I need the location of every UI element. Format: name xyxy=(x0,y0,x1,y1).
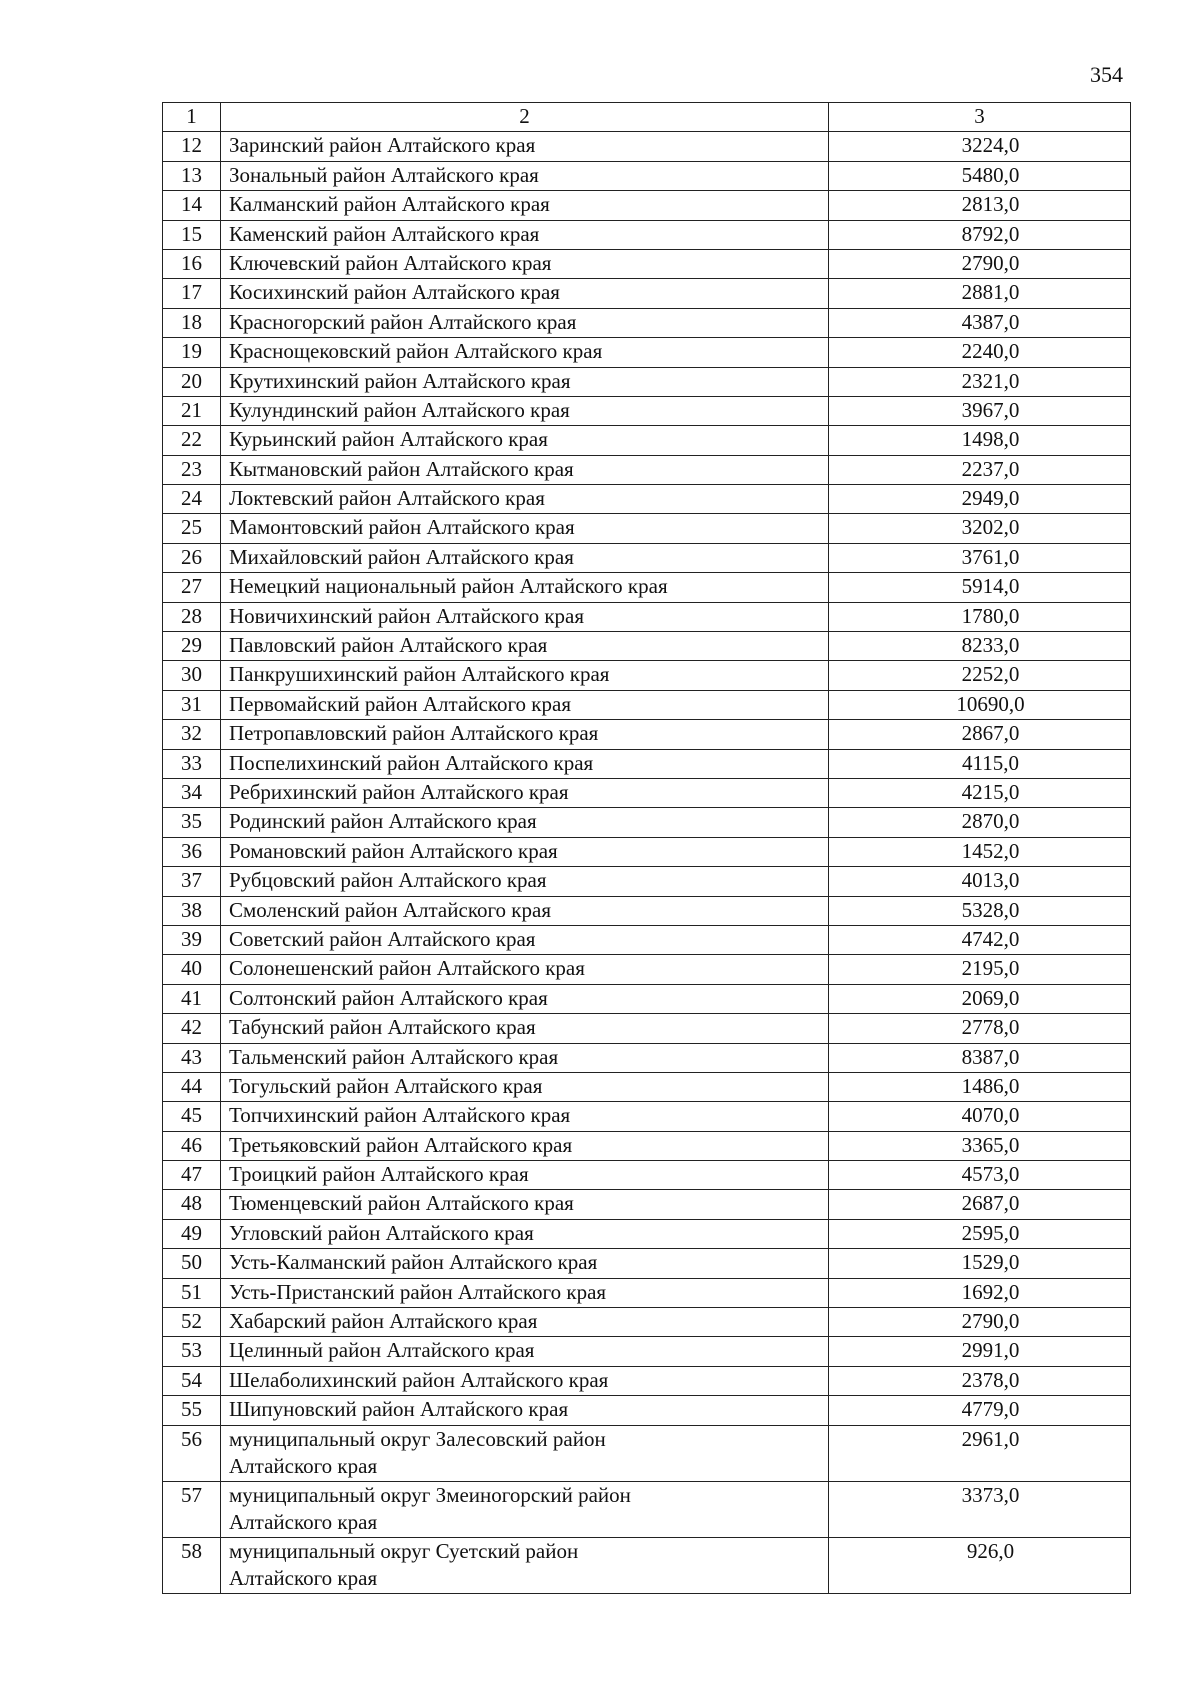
row-number: 55 xyxy=(163,1396,221,1425)
district-value: 2595,0 xyxy=(829,1219,1131,1248)
district-value: 2949,0 xyxy=(829,485,1131,514)
district-value: 2961,0 xyxy=(829,1425,1131,1481)
row-number: 17 xyxy=(163,279,221,308)
district-name-line-1: муниципальный округ Залесовский район xyxy=(229,1426,606,1451)
district-name: Немецкий национальный район Алтайского края xyxy=(221,573,829,602)
table-row xyxy=(163,308,1131,337)
district-name: Локтевский район Алтайского края xyxy=(221,485,829,514)
district-value: 2813,0 xyxy=(829,191,1131,220)
district-value: 8387,0 xyxy=(829,1043,1131,1072)
district-value: 2778,0 xyxy=(829,1014,1131,1043)
district-name: Советский район Алтайского края xyxy=(221,925,829,954)
table-row xyxy=(163,514,1131,543)
table-row xyxy=(163,1161,1131,1190)
district-name: Рубцовский район Алтайского края xyxy=(221,867,829,896)
row-number: 39 xyxy=(163,925,221,954)
district-name: Табунский район Алтайского края xyxy=(221,1014,829,1043)
row-number: 49 xyxy=(163,1219,221,1248)
table-row xyxy=(163,925,1131,954)
district-name: Топчихинский район Алтайского края xyxy=(221,1102,829,1131)
row-number: 50 xyxy=(163,1249,221,1278)
district-value: 2870,0 xyxy=(829,808,1131,837)
district-name-line-2: Алтайского края xyxy=(229,1453,378,1478)
row-number: 57 xyxy=(163,1481,221,1537)
row-number: 34 xyxy=(163,778,221,807)
district-name: Петропавловский район Алтайского края xyxy=(221,720,829,749)
district-value: 5914,0 xyxy=(829,573,1131,602)
table-row xyxy=(163,867,1131,896)
table-row xyxy=(163,161,1131,190)
row-number: 53 xyxy=(163,1337,221,1366)
column-header-number: 1 xyxy=(163,103,221,132)
district-name: Третьяковский район Алтайского края xyxy=(221,1131,829,1160)
district-value: 8792,0 xyxy=(829,220,1131,249)
district-value: 4013,0 xyxy=(829,867,1131,896)
district-name: Солтонский район Алтайского края xyxy=(221,984,829,1013)
district-name: Первомайский район Алтайского края xyxy=(221,690,829,719)
row-number: 12 xyxy=(163,132,221,161)
table-row xyxy=(163,455,1131,484)
table-row xyxy=(163,896,1131,925)
district-value: 3967,0 xyxy=(829,396,1131,425)
row-number: 33 xyxy=(163,749,221,778)
column-header-value: 3 xyxy=(829,103,1131,132)
table-row xyxy=(163,690,1131,719)
district-value: 4115,0 xyxy=(829,749,1131,778)
district-name-line-1: муниципальный округ Суетский район xyxy=(229,1538,579,1563)
row-number: 22 xyxy=(163,426,221,455)
district-value: 1486,0 xyxy=(829,1072,1131,1101)
district-value: 4070,0 xyxy=(829,1102,1131,1131)
district-name: Кытмановский район Алтайского края xyxy=(221,455,829,484)
district-value: 4742,0 xyxy=(829,925,1131,954)
row-number: 36 xyxy=(163,837,221,866)
table-row xyxy=(163,837,1131,866)
table-row xyxy=(163,1337,1131,1366)
district-value: 2867,0 xyxy=(829,720,1131,749)
table-row xyxy=(163,1014,1131,1043)
district-value: 2240,0 xyxy=(829,338,1131,367)
district-value: 8233,0 xyxy=(829,632,1131,661)
district-value: 2252,0 xyxy=(829,661,1131,690)
table-row xyxy=(163,749,1131,778)
district-name: Тюменцевский район Алтайского края xyxy=(221,1190,829,1219)
district-name: Кулундинский район Алтайского края xyxy=(221,396,829,425)
row-number: 51 xyxy=(163,1278,221,1307)
table-row xyxy=(163,661,1131,690)
page-number: 354 xyxy=(1090,62,1123,87)
row-number: 15 xyxy=(163,220,221,249)
district-name: Косихинский район Алтайского края xyxy=(221,279,829,308)
table-row xyxy=(163,367,1131,396)
row-number: 18 xyxy=(163,308,221,337)
table-row xyxy=(163,1043,1131,1072)
table-header-row xyxy=(163,103,1131,132)
row-number: 48 xyxy=(163,1190,221,1219)
district-name: Целинный район Алтайского края xyxy=(221,1337,829,1366)
table-row xyxy=(163,720,1131,749)
table-row xyxy=(163,279,1131,308)
row-number: 47 xyxy=(163,1161,221,1190)
table-row xyxy=(163,1131,1131,1160)
row-number: 30 xyxy=(163,661,221,690)
district-value: 2881,0 xyxy=(829,279,1131,308)
district-name: Шелаболихинский район Алтайского края xyxy=(221,1366,829,1395)
table-row xyxy=(163,249,1131,278)
table-row xyxy=(163,1481,1131,1537)
row-number: 31 xyxy=(163,690,221,719)
district-name: Романовский район Алтайского края xyxy=(221,837,829,866)
district-name: Солонешенский район Алтайского края xyxy=(221,955,829,984)
district-name: Заринский район Алтайского края xyxy=(221,132,829,161)
district-name: Ребрихинский район Алтайского края xyxy=(221,778,829,807)
table-row xyxy=(163,1102,1131,1131)
table-row xyxy=(163,602,1131,631)
district-name: Тогульский район Алтайского края xyxy=(221,1072,829,1101)
district-name: Михайловский район Алтайского края xyxy=(221,543,829,572)
row-number: 19 xyxy=(163,338,221,367)
district-name xyxy=(221,1425,829,1481)
district-name-line-2: Алтайского края xyxy=(229,1565,378,1590)
district-value: 2237,0 xyxy=(829,455,1131,484)
row-number: 35 xyxy=(163,808,221,837)
district-name: Краснощековский район Алтайского края xyxy=(221,338,829,367)
district-name: Поспелихинский район Алтайского края xyxy=(221,749,829,778)
row-number: 29 xyxy=(163,632,221,661)
row-number: 26 xyxy=(163,543,221,572)
table-row xyxy=(163,808,1131,837)
table-row xyxy=(163,132,1131,161)
table-row xyxy=(163,396,1131,425)
table-body xyxy=(163,132,1131,1593)
table-row xyxy=(163,1249,1131,1278)
table-row xyxy=(163,426,1131,455)
district-name: Троицкий район Алтайского края xyxy=(221,1161,829,1190)
district-name xyxy=(221,1481,829,1537)
table-row xyxy=(163,632,1131,661)
district-value: 2069,0 xyxy=(829,984,1131,1013)
row-number: 46 xyxy=(163,1131,221,1160)
district-name: Усть-Пристанский район Алтайского края xyxy=(221,1278,829,1307)
row-number: 41 xyxy=(163,984,221,1013)
district-value: 1529,0 xyxy=(829,1249,1131,1278)
row-number: 44 xyxy=(163,1072,221,1101)
table-row xyxy=(163,1278,1131,1307)
district-value: 10690,0 xyxy=(829,690,1131,719)
row-number: 45 xyxy=(163,1102,221,1131)
district-name: Калманский район Алтайского края xyxy=(221,191,829,220)
row-number: 28 xyxy=(163,602,221,631)
district-name: Павловский район Алтайского края xyxy=(221,632,829,661)
district-name: Каменский район Алтайского края xyxy=(221,220,829,249)
table-row xyxy=(163,984,1131,1013)
district-value: 926,0 xyxy=(829,1537,1131,1593)
district-value: 3761,0 xyxy=(829,543,1131,572)
district-value: 1780,0 xyxy=(829,602,1131,631)
district-value: 5328,0 xyxy=(829,896,1131,925)
district-name: Мамонтовский район Алтайского края xyxy=(221,514,829,543)
district-value: 2687,0 xyxy=(829,1190,1131,1219)
table-row xyxy=(163,955,1131,984)
row-number: 32 xyxy=(163,720,221,749)
district-value: 3365,0 xyxy=(829,1131,1131,1160)
district-name: Зональный район Алтайского края xyxy=(221,161,829,190)
row-number: 52 xyxy=(163,1308,221,1337)
district-value: 2991,0 xyxy=(829,1337,1131,1366)
row-number: 21 xyxy=(163,396,221,425)
row-number: 58 xyxy=(163,1537,221,1593)
district-name: Курьинский район Алтайского края xyxy=(221,426,829,455)
row-number: 42 xyxy=(163,1014,221,1043)
row-number: 43 xyxy=(163,1043,221,1072)
district-name: Тальменский район Алтайского края xyxy=(221,1043,829,1072)
district-name: Новичихинский район Алтайского края xyxy=(221,602,829,631)
district-value: 1452,0 xyxy=(829,837,1131,866)
row-number: 38 xyxy=(163,896,221,925)
table-row xyxy=(163,220,1131,249)
district-values-table xyxy=(162,102,1131,1594)
row-number: 14 xyxy=(163,191,221,220)
row-number: 25 xyxy=(163,514,221,543)
table-row xyxy=(163,1366,1131,1395)
row-number: 13 xyxy=(163,161,221,190)
table-row xyxy=(163,543,1131,572)
district-name xyxy=(221,1537,829,1593)
district-value: 4573,0 xyxy=(829,1161,1131,1190)
district-name: Угловский район Алтайского края xyxy=(221,1219,829,1248)
district-value: 4387,0 xyxy=(829,308,1131,337)
table-row xyxy=(163,1219,1131,1248)
table-row xyxy=(163,1537,1131,1593)
row-number: 40 xyxy=(163,955,221,984)
district-value: 2321,0 xyxy=(829,367,1131,396)
district-name: Шипуновский район Алтайского края xyxy=(221,1396,829,1425)
district-value: 1692,0 xyxy=(829,1278,1131,1307)
district-name-line-2: Алтайского края xyxy=(229,1509,378,1534)
district-value: 4779,0 xyxy=(829,1396,1131,1425)
district-name: Усть-Калманский район Алтайского края xyxy=(221,1249,829,1278)
table-row xyxy=(163,338,1131,367)
table-row xyxy=(163,1425,1131,1481)
table-row xyxy=(163,573,1131,602)
table-row xyxy=(163,778,1131,807)
row-number: 20 xyxy=(163,367,221,396)
district-name: Панкрушихинский район Алтайского края xyxy=(221,661,829,690)
table-row xyxy=(163,1396,1131,1425)
row-number: 37 xyxy=(163,867,221,896)
table-row xyxy=(163,1190,1131,1219)
row-number: 54 xyxy=(163,1366,221,1395)
district-name: Ключевский район Алтайского края xyxy=(221,249,829,278)
district-value: 2378,0 xyxy=(829,1366,1131,1395)
district-name: Родинский район Алтайского края xyxy=(221,808,829,837)
district-name: Хабарский район Алтайского края xyxy=(221,1308,829,1337)
table-row xyxy=(163,485,1131,514)
row-number: 27 xyxy=(163,573,221,602)
table-row xyxy=(163,191,1131,220)
district-name-line-1: муниципальный округ Змеиногорский район xyxy=(229,1482,631,1507)
table-row xyxy=(163,1072,1131,1101)
district-value: 4215,0 xyxy=(829,778,1131,807)
district-value: 1498,0 xyxy=(829,426,1131,455)
district-value: 2195,0 xyxy=(829,955,1131,984)
row-number: 56 xyxy=(163,1425,221,1481)
district-name: Красногорский район Алтайского края xyxy=(221,308,829,337)
row-number: 24 xyxy=(163,485,221,514)
district-value: 3202,0 xyxy=(829,514,1131,543)
district-value: 3224,0 xyxy=(829,132,1131,161)
district-name: Смоленский район Алтайского края xyxy=(221,896,829,925)
row-number: 23 xyxy=(163,455,221,484)
column-header-name: 2 xyxy=(221,103,829,132)
district-value: 5480,0 xyxy=(829,161,1131,190)
district-name: Крутихинский район Алтайского края xyxy=(221,367,829,396)
table-row xyxy=(163,1308,1131,1337)
district-value: 2790,0 xyxy=(829,1308,1131,1337)
row-number: 16 xyxy=(163,249,221,278)
district-value: 2790,0 xyxy=(829,249,1131,278)
district-value: 3373,0 xyxy=(829,1481,1131,1537)
